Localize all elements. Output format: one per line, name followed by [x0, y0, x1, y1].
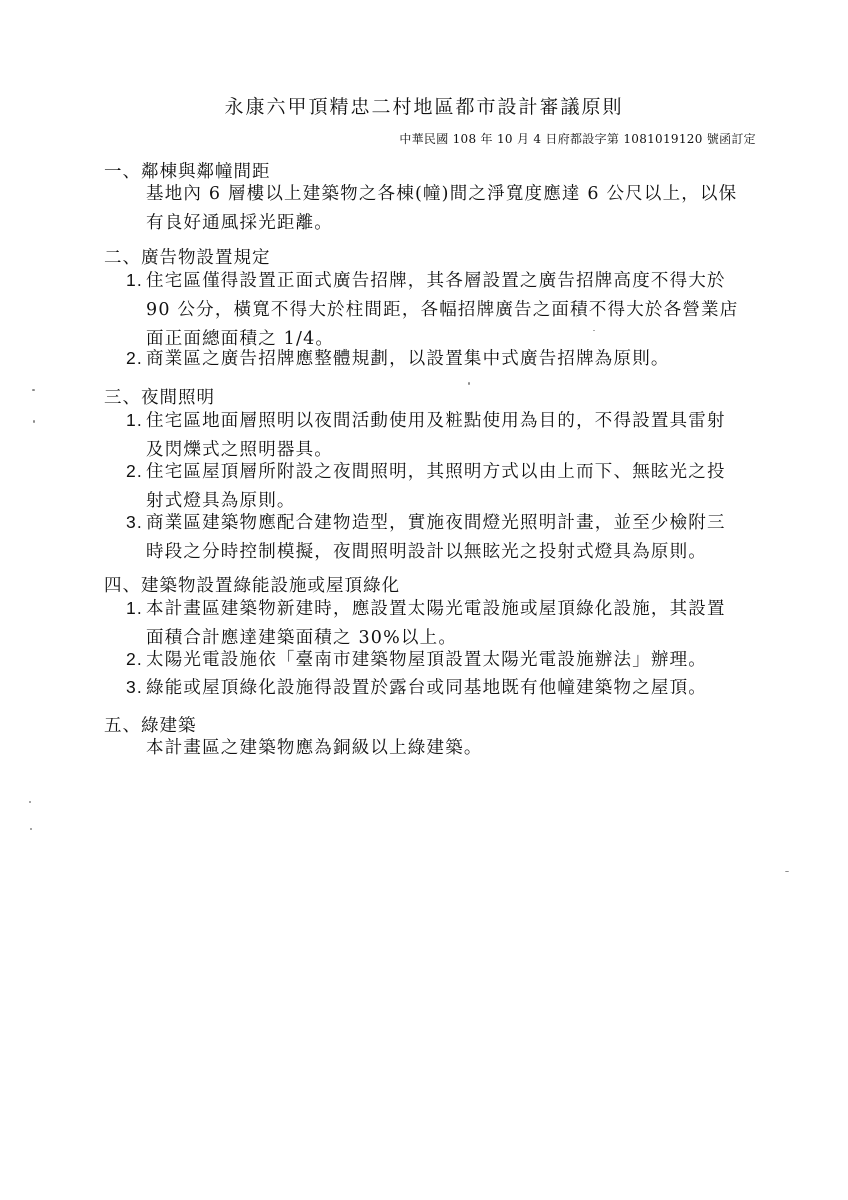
item-number: 1. — [126, 598, 143, 618]
item-line: 住宅區屋頂層所附設之夜間照明，其照明方式以由上而下、無眩光之投 — [146, 462, 726, 482]
item-number: 2. — [126, 461, 143, 481]
scan-speck — [785, 871, 789, 872]
item-line: 住宅區地面層照明以夜間活動使用及粧點使用為目的，不得設置具雷射 — [146, 411, 726, 431]
section-1-body — [146, 180, 737, 238]
section-heading-3: 三、夜間照明 — [104, 388, 215, 408]
section-heading-2: 二、廣告物設置規定 — [104, 248, 271, 268]
scan-speck — [593, 330, 595, 331]
item-line: 及閃爍式之照明器具。 — [146, 440, 333, 460]
item-line: 90 公分，橫寬不得大於柱間距，各幅招牌廣告之面積不得大於各營業店 — [146, 300, 739, 320]
section-heading-5: 五、綠建築 — [104, 716, 197, 736]
section-5-line-1: 本計畫區之建築物應為銅級以上綠建築。 — [146, 738, 483, 758]
scan-speck — [468, 382, 470, 385]
item-line: 本計畫區建築物新建時，應設置太陽光電設施或屋頂綠化設施，其設置 — [146, 599, 726, 619]
item-line: 面正面總面積之 1/4。 — [146, 329, 335, 349]
item-number: 3. — [126, 677, 143, 697]
item-number: 2. — [126, 649, 143, 669]
decree-reference: 中華民國 108 年 10 月 4 日府都設字第 1081019120 號函訂定 — [399, 132, 756, 146]
section-heading-1: 一、鄰棟與鄰幢間距 — [104, 162, 271, 182]
item-number: 1. — [126, 410, 143, 430]
item-line: 太陽光電設施依「臺南市建築物屋頂設置太陽光電設施辦法」辦理。 — [146, 650, 707, 670]
section-1-line-1: 基地內 6 層樓以上建築物之各棟(幢)間之淨寬度應達 6 公尺以上，以保 — [146, 184, 738, 204]
section-2-item-2 — [126, 344, 670, 374]
item-number: 2. — [126, 348, 143, 368]
item-line: 住宅區僅得設置正面式廣告招牌，其各層設置之廣告招牌高度不得大於 — [146, 271, 726, 291]
scan-speck — [30, 828, 32, 830]
document-title: 永康六甲頂精忠二村地區都市設計審議原則 — [224, 96, 624, 118]
section-4-item-3 — [126, 673, 707, 703]
item-line: 綠能或屋頂綠化設施得設置於露台或同基地既有他幢建築物之屋頂。 — [146, 678, 707, 698]
section-3-item-3 — [126, 508, 726, 567]
section-1-line-2: 有良好通風採光距離。 — [146, 213, 333, 233]
item-number: 3. — [126, 512, 143, 532]
scan-speck — [29, 801, 31, 803]
item-number: 1. — [126, 270, 143, 290]
section-4-item-2 — [126, 645, 707, 675]
item-line: 商業區建築物應配合建物造型，實施夜間燈光照明計畫，並至少檢附三 — [146, 513, 726, 533]
scan-speck — [32, 389, 35, 391]
item-line: 時段之分時控制模擬，夜間照明設計以無眩光之投射式燈具為原則。 — [146, 542, 707, 562]
scan-speck — [33, 420, 35, 423]
item-line: 射式燈具為原則。 — [146, 491, 296, 511]
item-line: 面積合計應達建築面積之 30%以上。 — [146, 628, 458, 648]
section-2-item-1 — [126, 266, 738, 354]
item-line: 商業區之廣告招牌應整體規劃，以設置集中式廣告招牌為原則。 — [146, 349, 670, 369]
section-heading-4: 四、建築物設置綠能設施或屋頂綠化 — [104, 576, 400, 596]
section-5-body — [146, 734, 483, 763]
